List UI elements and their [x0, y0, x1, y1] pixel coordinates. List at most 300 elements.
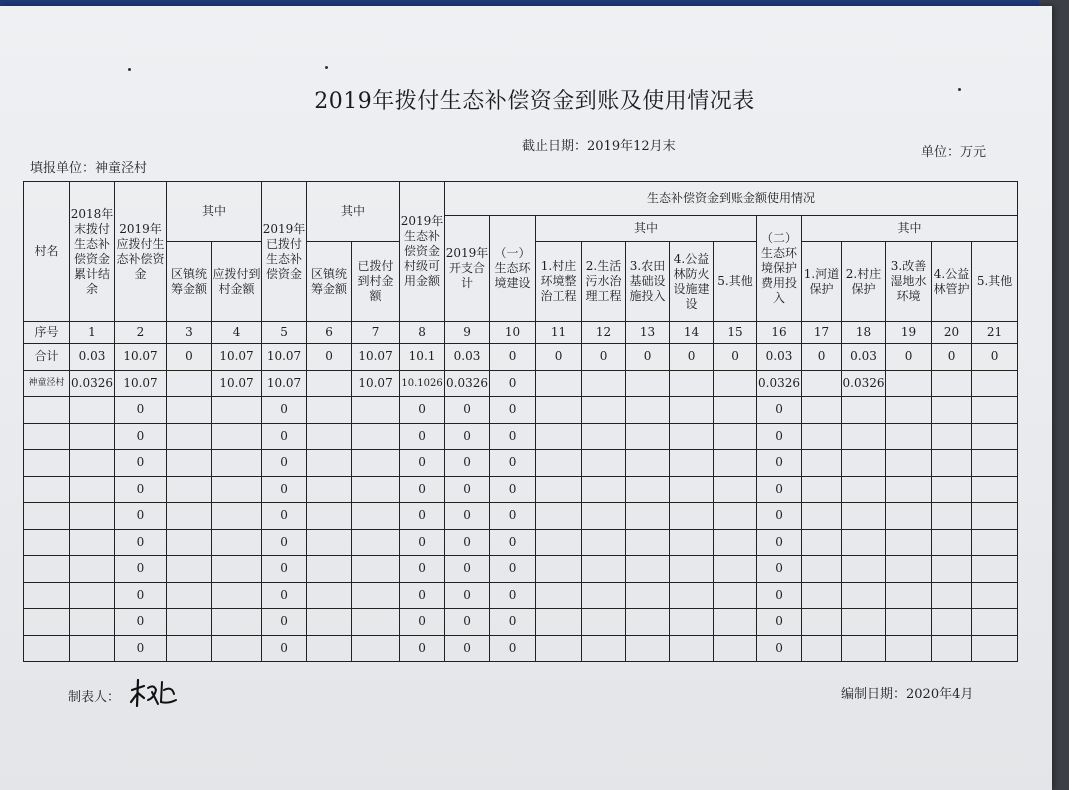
- header-c15: 5.其他: [714, 242, 757, 322]
- table-cell: [842, 609, 886, 636]
- table-cell: [352, 476, 400, 503]
- table-cell: [886, 556, 932, 583]
- header-c1: 2018年末拨付生态补偿资金累计结余: [70, 182, 115, 322]
- header-qizhong-b: 其中: [307, 182, 400, 242]
- filling-unit: 填报单位：神童泾村: [30, 161, 148, 176]
- seq-number: 7: [352, 322, 400, 344]
- table-cell: [167, 609, 212, 636]
- table-cell: [670, 450, 714, 477]
- header-c20: 4.公益林管护: [932, 242, 972, 322]
- table-cell: 0: [490, 344, 536, 371]
- table-cell: 10.1: [400, 344, 445, 371]
- table-cell: [307, 635, 352, 662]
- table-cell: 0.0326: [842, 370, 886, 397]
- table-cell: [536, 450, 582, 477]
- table-cell: [352, 529, 400, 556]
- table-cell: 0: [115, 609, 167, 636]
- header-c12: 2.生活污水治理工程: [582, 242, 626, 322]
- table-cell: [670, 476, 714, 503]
- table-cell: 0: [886, 344, 932, 371]
- table-cell: [972, 503, 1018, 530]
- seq-number: 12: [582, 322, 626, 344]
- table-cell: [670, 582, 714, 609]
- table-cell: [886, 635, 932, 662]
- header-qizhong-c: 其中: [536, 216, 757, 242]
- header-village: 村名: [24, 182, 70, 322]
- table-cell: 0: [932, 344, 972, 371]
- header-c6: 区镇统筹金额: [307, 242, 352, 322]
- table-cell: [714, 635, 757, 662]
- table-cell: [886, 609, 932, 636]
- row-name: [24, 529, 70, 556]
- table-cell: [802, 423, 842, 450]
- seq-number: 17: [802, 322, 842, 344]
- table-cell: 0: [582, 344, 626, 371]
- table-cell: [167, 503, 212, 530]
- seq-number: 16: [757, 322, 802, 344]
- table-cell: [714, 582, 757, 609]
- table-cell: [307, 476, 352, 503]
- table-cell: 0: [262, 609, 307, 636]
- table-cell: [802, 609, 842, 636]
- table-cell: [70, 450, 115, 477]
- table-cell: 0: [262, 582, 307, 609]
- table-cell: 0: [262, 476, 307, 503]
- table-cell: 0: [400, 609, 445, 636]
- table-cell: [536, 423, 582, 450]
- table-cell: [352, 397, 400, 424]
- table-cell: [626, 582, 670, 609]
- table-cell: 0: [115, 556, 167, 583]
- table-cell: 0: [445, 635, 490, 662]
- table-cell: 0: [400, 450, 445, 477]
- table-cell: [167, 423, 212, 450]
- table-cell: 0: [670, 344, 714, 371]
- table-row: [24, 609, 1018, 636]
- table-cell: [626, 609, 670, 636]
- table-cell: [626, 503, 670, 530]
- table-cell: [307, 609, 352, 636]
- header-c13: 3.农田基础设施投入: [626, 242, 670, 322]
- table-cell: 0: [400, 529, 445, 556]
- table-cell: [582, 397, 626, 424]
- table-cell: [626, 370, 670, 397]
- table-cell: 0: [536, 344, 582, 371]
- table-cell: [670, 503, 714, 530]
- table-cell: [167, 397, 212, 424]
- table-cell: 10.07: [262, 344, 307, 371]
- table-cell: [70, 556, 115, 583]
- table-cell: 10.07: [262, 370, 307, 397]
- table-cell: [972, 397, 1018, 424]
- table-cell: [70, 529, 115, 556]
- table-cell: [842, 397, 886, 424]
- table-cell: [714, 609, 757, 636]
- table-cell: 0: [490, 423, 536, 450]
- table-cell: 0: [445, 556, 490, 583]
- row-name: [24, 450, 70, 477]
- table-cell: [307, 582, 352, 609]
- table-cell: [212, 556, 262, 583]
- table-cell: [932, 582, 972, 609]
- table-cell: 0: [757, 397, 802, 424]
- table-cell: 10.07: [115, 370, 167, 397]
- header-c2: 2019年应拨付生态补偿资金: [115, 182, 167, 322]
- table-cell: 0: [802, 344, 842, 371]
- table-cell: [932, 503, 972, 530]
- preparer-label: 制表人：: [68, 690, 121, 705]
- table-cell: 0: [262, 635, 307, 662]
- table-cell: 0: [262, 423, 307, 450]
- table-cell: [972, 556, 1018, 583]
- table-cell: [932, 609, 972, 636]
- table-row: [24, 503, 1018, 530]
- table-cell: [626, 397, 670, 424]
- table-cell: [842, 582, 886, 609]
- table-cell: [352, 635, 400, 662]
- table-cell: 0: [115, 503, 167, 530]
- table-cell: [307, 423, 352, 450]
- table-cell: 0: [400, 556, 445, 583]
- table-cell: [714, 370, 757, 397]
- table-cell: [626, 450, 670, 477]
- table-cell: [536, 529, 582, 556]
- seq-number: 1: [70, 322, 115, 344]
- document-title: 2019年拨付生态补偿资金到账及使用情况表: [314, 89, 755, 114]
- table-cell: [582, 476, 626, 503]
- seq-number: 15: [714, 322, 757, 344]
- table-cell: 0: [400, 635, 445, 662]
- table-cell: 10.07: [212, 344, 262, 371]
- table-row: [24, 635, 1018, 662]
- table-cell: [972, 476, 1018, 503]
- row-name: [24, 635, 70, 662]
- seq-number: 14: [670, 322, 714, 344]
- table-cell: [886, 423, 932, 450]
- table-cell: [714, 556, 757, 583]
- table-cell: [70, 397, 115, 424]
- table-cell: 0: [757, 476, 802, 503]
- table-cell: [972, 529, 1018, 556]
- table-cell: [932, 397, 972, 424]
- seq-number: 21: [972, 322, 1018, 344]
- row-name: [24, 609, 70, 636]
- table-cell: [307, 450, 352, 477]
- seq-number: 8: [400, 322, 445, 344]
- table-cell: [582, 556, 626, 583]
- table-cell: 0: [490, 450, 536, 477]
- header-c9: 2019年开支合计: [445, 216, 490, 322]
- table-cell: 0: [490, 529, 536, 556]
- table-cell: [714, 476, 757, 503]
- table-cell: [886, 476, 932, 503]
- table-cell: 0.0326: [70, 370, 115, 397]
- handwritten-signature: [128, 676, 180, 710]
- row-name: [24, 503, 70, 530]
- table-cell: [212, 635, 262, 662]
- table-cell: 0: [445, 503, 490, 530]
- header-qizhong-d: 其中: [802, 216, 1018, 242]
- table-cell: [352, 423, 400, 450]
- table-cell: 0: [490, 556, 536, 583]
- table-cell: [714, 503, 757, 530]
- table-cell: [212, 423, 262, 450]
- row-name: [24, 397, 70, 424]
- table-cell: [626, 635, 670, 662]
- table-cell: 0: [757, 503, 802, 530]
- table-cell: [582, 582, 626, 609]
- table-cell: 0: [262, 556, 307, 583]
- table-cell: 0: [445, 476, 490, 503]
- table-cell: [802, 476, 842, 503]
- table-cell: [536, 476, 582, 503]
- table-cell: [670, 609, 714, 636]
- table-cell: 0.03: [842, 344, 886, 371]
- table-cell: 0: [757, 609, 802, 636]
- table-cell: 10.07: [352, 370, 400, 397]
- table-cell: [842, 450, 886, 477]
- table-cell: [670, 556, 714, 583]
- table-cell: [582, 609, 626, 636]
- table-cell: [972, 635, 1018, 662]
- header-c17: 1.河道保护: [802, 242, 842, 322]
- table-cell: [886, 397, 932, 424]
- compiled-date: 编制日期：2020年4月: [841, 687, 974, 702]
- table-row: [24, 423, 1018, 450]
- table-cell: [932, 529, 972, 556]
- table-cell: 0: [490, 476, 536, 503]
- table-cell: 0: [400, 423, 445, 450]
- table-cell: 10.07: [115, 344, 167, 371]
- table-cell: [802, 635, 842, 662]
- seq-number: 11: [536, 322, 582, 344]
- seq-number: 13: [626, 322, 670, 344]
- table-cell: [972, 370, 1018, 397]
- table-cell: [802, 397, 842, 424]
- table-cell: 0: [400, 503, 445, 530]
- table-cell: [582, 503, 626, 530]
- table-cell: 0: [445, 450, 490, 477]
- table-cell: [670, 370, 714, 397]
- row-name: [24, 423, 70, 450]
- table-cell: 0: [757, 450, 802, 477]
- table-cell: [714, 529, 757, 556]
- table-cell: [167, 529, 212, 556]
- table-cell: [714, 423, 757, 450]
- table-cell: [582, 529, 626, 556]
- table-cell: [167, 370, 212, 397]
- table-cell: [842, 503, 886, 530]
- table-cell: 0: [490, 635, 536, 662]
- deadline-date: 截止日期：2019年12月末: [522, 139, 676, 154]
- table-cell: [932, 423, 972, 450]
- table-cell: 0: [972, 344, 1018, 371]
- seq-number: 19: [886, 322, 932, 344]
- row-name: [24, 476, 70, 503]
- table-cell: 0: [400, 582, 445, 609]
- header-c14: 4.公益林防火设施建设: [670, 242, 714, 322]
- table-cell: [802, 370, 842, 397]
- table-cell: [886, 370, 932, 397]
- sequence-row: [24, 322, 1018, 344]
- table-cell: [582, 370, 626, 397]
- table-cell: 0: [115, 423, 167, 450]
- table-cell: [70, 423, 115, 450]
- table-cell: 0: [400, 397, 445, 424]
- table-cell: 0: [115, 397, 167, 424]
- table-cell: [802, 450, 842, 477]
- table-cell: [70, 476, 115, 503]
- table-cell: [352, 582, 400, 609]
- table-cell: 0: [490, 582, 536, 609]
- table-cell: 0.03: [757, 344, 802, 371]
- table-cell: [714, 397, 757, 424]
- table-row: [24, 450, 1018, 477]
- table-cell: [307, 529, 352, 556]
- table-cell: [70, 635, 115, 662]
- seq-number: 6: [307, 322, 352, 344]
- table-cell: [932, 635, 972, 662]
- table-cell: [212, 582, 262, 609]
- table-cell: [536, 503, 582, 530]
- seq-number: 4: [212, 322, 262, 344]
- header-c21: 5.其他: [972, 242, 1018, 322]
- unit-label: 单位：万元: [921, 145, 987, 160]
- table-cell: [886, 503, 932, 530]
- table-cell: 0: [445, 582, 490, 609]
- table-cell: 0: [115, 635, 167, 662]
- table-cell: [212, 609, 262, 636]
- table-cell: [352, 556, 400, 583]
- table-cell: 0: [400, 476, 445, 503]
- seq-number: 9: [445, 322, 490, 344]
- table-cell: [932, 476, 972, 503]
- table-row: [24, 397, 1018, 424]
- seq-number: 10: [490, 322, 536, 344]
- table-cell: 0: [307, 344, 352, 371]
- table-cell: 0: [757, 556, 802, 583]
- table-cell: 0.03: [445, 344, 490, 371]
- table-cell: [932, 450, 972, 477]
- table-cell: [307, 370, 352, 397]
- header-c8: 2019年生态补偿资金村级可用金额: [400, 182, 445, 322]
- table-row: [24, 556, 1018, 583]
- header-c3: 区镇统筹金额: [167, 242, 212, 322]
- table-cell: 0: [115, 582, 167, 609]
- header-c19: 3.改善湿地水环境: [886, 242, 932, 322]
- row-name: [24, 582, 70, 609]
- seq-number: 18: [842, 322, 886, 344]
- table-cell: [886, 450, 932, 477]
- seq-number: 20: [932, 322, 972, 344]
- table-cell: [167, 582, 212, 609]
- table-cell: [670, 423, 714, 450]
- table-cell: [307, 503, 352, 530]
- table-cell: [626, 476, 670, 503]
- table-row: [24, 370, 1018, 397]
- table-cell: 0: [115, 450, 167, 477]
- table-cell: [842, 529, 886, 556]
- table-row: [24, 476, 1018, 503]
- table-cell: [212, 450, 262, 477]
- table-cell: [802, 556, 842, 583]
- table-cell: 10.07: [212, 370, 262, 397]
- table-cell: 0: [757, 423, 802, 450]
- table-cell: [536, 609, 582, 636]
- table-cell: 0: [757, 582, 802, 609]
- table-cell: 0: [490, 503, 536, 530]
- table-cell: [626, 529, 670, 556]
- table-cell: 0: [262, 397, 307, 424]
- table-cell: [212, 476, 262, 503]
- table-cell: [972, 450, 1018, 477]
- table-cell: [536, 556, 582, 583]
- table-cell: [352, 609, 400, 636]
- table-cell: [307, 397, 352, 424]
- header-c11: 1.村庄环境整治工程: [536, 242, 582, 322]
- table-cell: 0: [490, 609, 536, 636]
- row-name: 神童泾村: [24, 370, 70, 397]
- table-cell: [972, 423, 1018, 450]
- table-cell: [536, 635, 582, 662]
- table-cell: 0: [757, 529, 802, 556]
- table-cell: 0: [626, 344, 670, 371]
- punch-dot: [325, 66, 328, 69]
- seq-number: 2: [115, 322, 167, 344]
- table-cell: [352, 503, 400, 530]
- table-cell: [886, 582, 932, 609]
- table-cell: 0: [167, 344, 212, 371]
- table-cell: [842, 476, 886, 503]
- row-name: 合计: [24, 344, 70, 371]
- table-cell: [932, 370, 972, 397]
- table-cell: 0: [445, 397, 490, 424]
- table-cell: [167, 556, 212, 583]
- table-cell: [70, 609, 115, 636]
- table-cell: 0.0326: [757, 370, 802, 397]
- punch-dot: [128, 68, 131, 71]
- header-usage: 生态补偿资金到账金额使用情况: [445, 182, 1018, 216]
- table-cell: [167, 635, 212, 662]
- table-cell: 0.0326: [445, 370, 490, 397]
- seq-number: 5: [262, 322, 307, 344]
- table-cell: [212, 397, 262, 424]
- table-cell: [626, 556, 670, 583]
- table-cell: 0: [262, 529, 307, 556]
- table-cell: [582, 450, 626, 477]
- eco-compensation-table: [23, 181, 1018, 662]
- table-cell: 0: [714, 344, 757, 371]
- table-cell: [802, 503, 842, 530]
- table-cell: [886, 529, 932, 556]
- header-qizhong-a: 其中: [167, 182, 262, 242]
- table-cell: [972, 609, 1018, 636]
- table-cell: 0: [115, 476, 167, 503]
- table-cell: [536, 582, 582, 609]
- table-cell: [842, 556, 886, 583]
- header-c16: （二）生态环境保护费用投入: [757, 216, 802, 322]
- table-cell: 0: [490, 397, 536, 424]
- table-cell: 10.1026: [400, 370, 445, 397]
- header-c4: 应拨付到村金额: [212, 242, 262, 322]
- table-cell: [842, 423, 886, 450]
- table-cell: [932, 556, 972, 583]
- table-cell: 0: [262, 450, 307, 477]
- row-name: [24, 556, 70, 583]
- table-cell: [536, 370, 582, 397]
- header-c18: 2.村庄保护: [842, 242, 886, 322]
- table-cell: [842, 635, 886, 662]
